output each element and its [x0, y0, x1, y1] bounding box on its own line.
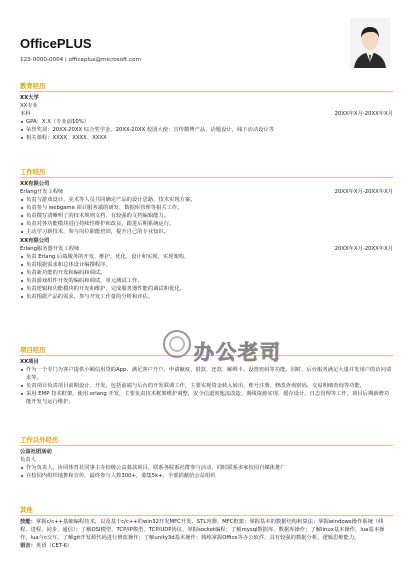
section-divider — [20, 91, 393, 92]
degree: 本科 — [20, 111, 31, 117]
work-title: 工作经历 — [20, 168, 46, 176]
section-divider — [20, 515, 393, 516]
job-role: Erlang开发工程师 — [20, 189, 64, 195]
list-item: 采用 EMP 技术框架，使用 erlang 开发，主要负责技术框架维护调整，安全信道密匙流改造、离线资源实现，缓存设计，日志管理等工作，项目后期新增功能开发与运行维护。 — [20, 390, 393, 406]
job-date: 20XX年X月-20XX年X月 — [334, 246, 393, 252]
campus-section — [20, 436, 393, 480]
watermark-logo-icon — [162, 328, 192, 360]
list-item: 荣誉奖项：20XX-20XX 综合奖学金、20XX-20XX 校园大使：宣传微博产品、话题设计，线下活动设计等 — [20, 126, 393, 134]
contact-info: 123-0000-0004 | officeplus@microsoft.com — [20, 57, 141, 63]
section-divider — [20, 445, 393, 446]
list-item: 负责根据需求和总体设计编撰程序。 — [20, 261, 393, 269]
watermark-text: 办公老司 — [194, 340, 282, 364]
company-name: XX有限公司 — [20, 238, 50, 244]
skills-value: 掌握c/c++基础编程技术，以及基于c/c++的win32开发MFC开发、STL容器、MFC框架；掌握基本的数据结构和算法；掌握windows操作系统（线程、进程、同步、通信）；了解OSI模型、TCP/IP模型、TCP/UDP协议，掌握socket编程；了解mysql数据库，数据库操作；了解linux基本操作，lua基本操作，lua与c交互，了解git开发源代码进行修改操作；了解unity3d基本操作；熟练掌握Office等办公软件，具有较强的数据分析、逻辑思维能力。 — [20, 519, 385, 541]
education-list — [20, 118, 393, 142]
section-divider — [20, 177, 393, 178]
avatar — [350, 18, 390, 68]
list-item: 负责参与 webgame 项目服务端的研发、数据库管理等相关工作。 — [20, 204, 393, 212]
list-item: 负责撰写清晰明了的技术规则文档、有较强的文档编辑能力。 — [20, 212, 393, 220]
list-item: 负责与游戏设计、美术等人员共同确定产品的设计思路、技术实现方案。 — [20, 196, 393, 204]
job-date: 20XX年X月-20XX年X月 — [334, 189, 393, 195]
campus-title: 工作以外经历 — [20, 436, 59, 444]
job-duties — [20, 196, 393, 236]
org-name: 公益社团活动 — [20, 449, 52, 455]
list-item: 负责根据产品的需求，参与开发工作量的分析和评估。 — [20, 293, 393, 301]
job-duties — [20, 253, 393, 301]
company-name: XX有限公司 — [20, 181, 50, 187]
skills-label: 技能： — [20, 519, 36, 525]
other-title: 其他 — [20, 506, 33, 514]
language-label: 语言： — [20, 543, 36, 549]
project-title: 项目经历 — [20, 346, 46, 354]
major: XX专业 — [20, 103, 38, 109]
list-item: 主动学习新技术，参与岗位职能培训，提升自己的专业知识。 — [20, 228, 393, 236]
job-role: Erlang服务器开发工程师 — [20, 246, 80, 252]
school-name: XX大学 — [20, 95, 39, 101]
list-item: 负责项目负责项目前期设计、开发，包括前端与后台的开发联调工作，主要实现资金转入转出、账号注册、修改查询密码、交易明细查询等功能。 — [20, 382, 393, 390]
education-date: 20XX年X月-20XX年X月 — [334, 111, 393, 117]
list-item: 作为负责人，协同体育社同事主办校级公益募款项目，联系各院系社群参与活动，同时联系多家校园自媒体推广 — [20, 464, 393, 472]
list-item: 负责游戏组件开发的编码和调试，单元测试工作。 — [20, 277, 393, 285]
skills-text — [20, 518, 393, 542]
work-section — [20, 168, 393, 301]
list-item: 相关课程：XXXX、XXXX、XXXX — [20, 134, 393, 142]
project-list — [20, 366, 393, 406]
list-item: 在校园内组织地推和宣传，最终参与人数300+，募集5k+，全部捐献给公益组织 — [20, 472, 393, 480]
campus-list — [20, 464, 393, 480]
list-item: 负责 Erlang 后端服务的开发、维护、优化，设计和实现、实现架构、 — [20, 253, 393, 261]
education-section — [20, 82, 393, 142]
org-role: 负责人 — [20, 457, 36, 463]
project-name: XX项目 — [20, 359, 39, 365]
education-title: 教育经历 — [20, 82, 46, 90]
list-item: 作为一个专门为客户提供小额信用贷的App，满足客户开户、申请额度、借款、还款、解绑卡、设置密码等功能。同时，后台服务满足大量并发用户的访问请求等。 — [20, 366, 393, 382]
list-item: GPA：X.X（专业前10%） — [20, 118, 393, 126]
list-item: 负责逻辑和功能模块的开发和维护，完成服务器性能的调试和优化。 — [20, 285, 393, 293]
other-section — [20, 506, 393, 550]
language-value: 英语（CET-6） — [35, 543, 73, 549]
resume-name: OfficePLUS — [20, 36, 92, 51]
list-item: 负责对各功能模块进行持续性维护和改良，跟进后期系统运行。 — [20, 220, 393, 228]
list-item: 负责新功能的开发和编码和调试。 — [20, 269, 393, 277]
language-text — [20, 542, 393, 550]
